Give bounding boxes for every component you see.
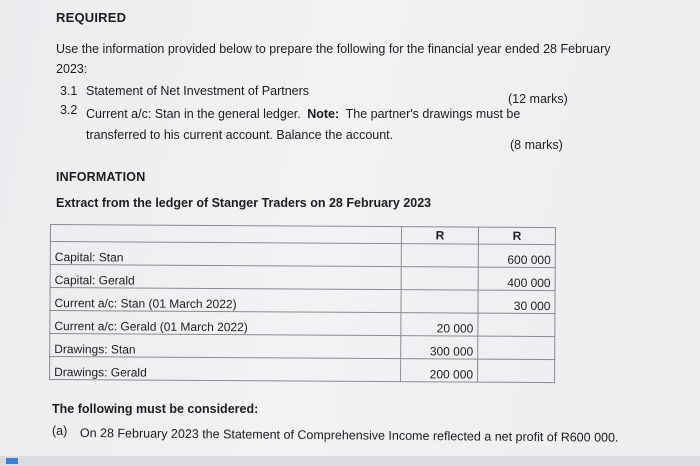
ledger-header-debit: R bbox=[401, 227, 478, 244]
table-row bbox=[50, 265, 555, 291]
row-debit bbox=[401, 267, 478, 290]
row-description: Current a/c: Stan (01 March 2022) bbox=[50, 288, 401, 313]
task-3-2-text-after-note: The partner's drawings must be bbox=[345, 107, 521, 121]
table-row bbox=[50, 242, 555, 268]
row-debit bbox=[401, 290, 478, 313]
ledger-header-credit: R bbox=[478, 227, 555, 244]
instruction-line-1: Use the information provided below to prepare the following for the financial year ended 28 February bbox=[56, 42, 611, 56]
row-credit: 30 000 bbox=[478, 290, 555, 313]
row-description: Drawings: Stan bbox=[50, 334, 401, 359]
row-credit: 400 000 bbox=[478, 267, 555, 290]
row-credit bbox=[478, 336, 555, 359]
information-heading: INFORMATION bbox=[56, 170, 146, 184]
ledger-table bbox=[49, 224, 556, 383]
cut-off-text-strip bbox=[0, 456, 700, 466]
task-3-2-note-label: Note: bbox=[307, 107, 340, 121]
task-3-2-number: 3.2 bbox=[60, 103, 78, 117]
task-3-2-marks: (8 marks) bbox=[510, 138, 563, 152]
row-debit: 300 000 bbox=[401, 336, 478, 359]
task-3-1-text: Statement of Net Investment of Partners bbox=[86, 84, 310, 98]
row-debit: 200 000 bbox=[401, 359, 478, 382]
ledger-extract-title: Extract from the ledger of Stanger Traders on 28 February 2023 bbox=[56, 196, 432, 210]
required-heading: REQUIRED bbox=[56, 10, 127, 25]
row-description: Current a/c: Gerald (01 March 2022) bbox=[50, 311, 401, 336]
row-description: Capital: Stan bbox=[50, 242, 401, 267]
row-description: Drawings: Gerald bbox=[50, 357, 401, 382]
task-3-2-line-1 bbox=[86, 107, 520, 122]
row-description: Capital: Gerald bbox=[50, 265, 401, 290]
consideration-a-label: (a) bbox=[52, 424, 68, 438]
task-3-1-number: 3.1 bbox=[60, 84, 78, 98]
task-3-1-marks: (12 marks) bbox=[508, 92, 568, 106]
table-row bbox=[50, 334, 555, 360]
table-row bbox=[50, 288, 555, 314]
task-3-2-text-before-note: Current a/c: Stan in the general ledger. bbox=[86, 107, 301, 121]
row-debit bbox=[401, 244, 478, 267]
ledger-header-description bbox=[50, 225, 401, 244]
table-row bbox=[50, 311, 555, 337]
row-credit bbox=[478, 359, 555, 382]
considerations-heading: The following must be considered: bbox=[52, 402, 259, 416]
consideration-a-text: On 28 February 2023 the Statement of Comprehensive Income reflected a net profit of R600 000. bbox=[79, 426, 619, 445]
row-debit: 20 000 bbox=[401, 313, 478, 336]
corner-marker bbox=[6, 458, 18, 464]
row-credit bbox=[478, 313, 555, 336]
instruction-line-2: 2023: bbox=[56, 62, 88, 76]
task-3-2-line-2: transferred to his current account. Balance the account. bbox=[86, 128, 394, 142]
table-row bbox=[50, 357, 555, 383]
row-credit: 600 000 bbox=[478, 244, 555, 267]
